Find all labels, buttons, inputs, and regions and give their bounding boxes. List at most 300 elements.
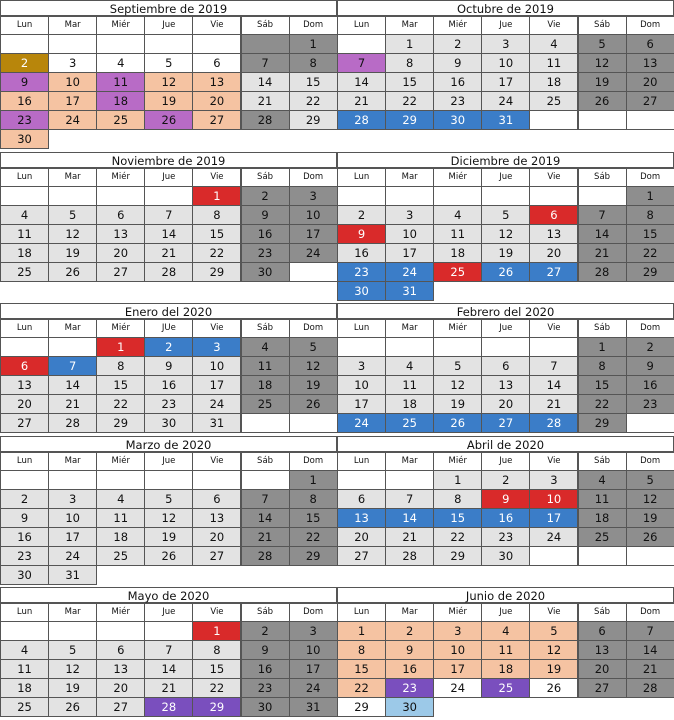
day-cell: 15 (385, 72, 434, 92)
weekday-header: Vie (192, 16, 241, 35)
day-cell: 6 (578, 621, 627, 641)
day-cell: 27 (192, 110, 241, 130)
day-cell: 27 (337, 546, 386, 566)
empty-cell (289, 262, 338, 282)
day-cell: 1 (433, 470, 482, 490)
day-cell: 1 (578, 337, 627, 357)
day-cell: 7 (385, 489, 434, 509)
day-cell: 28 (337, 110, 386, 130)
day-cell: 9 (626, 356, 674, 376)
day-cell: 5 (433, 356, 482, 376)
day-cell: 21 (144, 243, 193, 263)
day-cell: 7 (48, 356, 97, 376)
weekday-header: Miér (96, 452, 145, 471)
day-cell: 8 (289, 53, 338, 73)
day-cell: 3 (48, 53, 97, 73)
empty-cell (0, 34, 49, 54)
day-cell: 7 (578, 205, 627, 225)
weekday-header: Jue (481, 603, 530, 622)
empty-cell (241, 34, 290, 54)
day-cell: 6 (0, 356, 49, 376)
empty-cell (529, 186, 578, 206)
weekday-header: Dom (289, 452, 338, 471)
day-cell: 23 (0, 110, 49, 130)
day-cell: 22 (337, 678, 386, 698)
weekday-header: Miér (433, 16, 482, 35)
weekday-header: Lun (337, 452, 386, 471)
empty-cell (385, 337, 434, 357)
day-cell: 21 (578, 243, 627, 263)
day-cell: 15 (289, 508, 338, 528)
day-cell: 1 (289, 470, 338, 490)
day-cell: 28 (385, 546, 434, 566)
day-cell: 9 (481, 489, 530, 509)
day-cell: 21 (48, 394, 97, 414)
month-noviembre (0, 152, 337, 303)
day-cell: 4 (433, 205, 482, 225)
day-cell: 20 (578, 659, 627, 679)
day-cell: 30 (241, 697, 290, 717)
day-cell: 18 (0, 243, 49, 263)
day-cell: 26 (529, 678, 578, 698)
day-cell: 30 (241, 262, 290, 282)
day-cell: 24 (433, 678, 482, 698)
empty-cell (48, 337, 97, 357)
weekday-header: Dom (289, 168, 338, 187)
weekday-header: Jue (481, 319, 530, 338)
day-cell: 13 (0, 375, 49, 395)
day-cell: 18 (578, 508, 627, 528)
day-cell: 29 (192, 697, 241, 717)
day-cell: 4 (241, 337, 290, 357)
day-cell: 15 (626, 224, 674, 244)
day-cell: 14 (241, 508, 290, 528)
day-cell: 9 (385, 640, 434, 660)
weekday-header: Sáb (578, 16, 627, 35)
month-title: Junio de 2020 (337, 587, 674, 603)
month-octubre (337, 0, 674, 152)
day-cell: 11 (0, 659, 49, 679)
empty-cell (337, 34, 386, 54)
day-cell: 9 (241, 640, 290, 660)
day-cell: 29 (385, 110, 434, 130)
day-cell: 26 (48, 697, 97, 717)
empty-cell (96, 186, 145, 206)
day-cell: 15 (289, 72, 338, 92)
day-cell: 26 (433, 413, 482, 433)
day-cell: 5 (48, 640, 97, 660)
day-cell: 1 (192, 621, 241, 641)
day-cell: 13 (192, 72, 241, 92)
day-cell: 9 (433, 53, 482, 73)
day-cell: 3 (289, 621, 338, 641)
day-cell: 21 (385, 527, 434, 547)
day-cell: 20 (626, 72, 674, 92)
day-cell: 31 (481, 110, 530, 130)
day-cell: 26 (626, 527, 674, 547)
day-cell: 2 (144, 337, 193, 357)
month-title: Septiembre de 2019 (0, 0, 337, 16)
empty-cell (96, 34, 145, 54)
day-cell: 10 (433, 640, 482, 660)
empty-cell (48, 470, 97, 490)
day-cell: 8 (96, 356, 145, 376)
empty-cell (578, 110, 627, 130)
day-cell: 31 (192, 413, 241, 433)
weekday-header: Dom (626, 603, 674, 622)
empty-cell (578, 186, 627, 206)
month-febrero (337, 303, 674, 436)
day-cell: 22 (626, 243, 674, 263)
day-cell: 4 (96, 53, 145, 73)
day-cell: 19 (48, 243, 97, 263)
weekday-header: Vie (529, 16, 578, 35)
day-cell: 4 (96, 489, 145, 509)
day-cell: 25 (96, 546, 145, 566)
day-cell: 19 (144, 527, 193, 547)
day-cell: 13 (192, 508, 241, 528)
weekday-header: Vie (192, 452, 241, 471)
weekday-header: Dom (289, 603, 338, 622)
day-cell: 12 (578, 53, 627, 73)
day-cell: 8 (385, 53, 434, 73)
day-cell: 30 (337, 281, 386, 301)
day-cell: 6 (481, 356, 530, 376)
day-cell: 4 (0, 640, 49, 660)
day-cell: 27 (481, 413, 530, 433)
empty-cell (192, 470, 241, 490)
day-cell: 22 (192, 678, 241, 698)
day-cell: 11 (241, 356, 290, 376)
day-cell: 12 (48, 224, 97, 244)
day-cell: 4 (385, 356, 434, 376)
day-cell: 16 (385, 659, 434, 679)
day-cell: 31 (289, 697, 338, 717)
day-cell: 29 (289, 546, 338, 566)
day-cell: 17 (289, 659, 338, 679)
day-cell: 11 (433, 224, 482, 244)
day-cell: 19 (48, 678, 97, 698)
day-cell: 13 (96, 659, 145, 679)
day-cell: 30 (0, 129, 49, 149)
day-cell: 9 (337, 224, 386, 244)
day-cell: 2 (0, 489, 49, 509)
weekday-header: Vie (529, 452, 578, 471)
day-cell: 8 (626, 205, 674, 225)
weekday-header: Dom (626, 319, 674, 338)
weekday-header: JUe (144, 319, 193, 338)
day-cell: 13 (337, 508, 386, 528)
day-cell: 9 (241, 205, 290, 225)
day-cell: 27 (0, 413, 49, 433)
empty-cell (385, 470, 434, 490)
day-cell: 18 (96, 527, 145, 547)
month-title: Febrero del 2020 (337, 303, 674, 319)
month-title: Octubre de 2019 (337, 0, 674, 16)
month-title: Diciembre de 2019 (337, 152, 674, 168)
day-cell: 3 (192, 337, 241, 357)
day-cell: 12 (144, 72, 193, 92)
day-cell: 14 (578, 224, 627, 244)
day-cell: 8 (433, 489, 482, 509)
day-cell: 17 (337, 394, 386, 414)
day-cell: 27 (578, 678, 627, 698)
day-cell: 14 (626, 640, 674, 660)
day-cell: 14 (144, 659, 193, 679)
day-cell: 10 (289, 205, 338, 225)
day-cell: 20 (192, 527, 241, 547)
month-diciembre (337, 152, 674, 303)
weekday-header: Sáb (241, 452, 290, 471)
day-cell: 30 (144, 413, 193, 433)
day-cell: 18 (529, 72, 578, 92)
weekday-header: Lun (337, 168, 386, 187)
day-cell: 29 (192, 262, 241, 282)
day-cell: 13 (481, 375, 530, 395)
day-cell: 20 (192, 91, 241, 111)
day-cell: 25 (0, 262, 49, 282)
empty-cell (192, 34, 241, 54)
day-cell: 15 (433, 508, 482, 528)
day-cell: 20 (481, 394, 530, 414)
day-cell: 17 (48, 91, 97, 111)
empty-cell (0, 621, 49, 641)
day-cell: 14 (144, 224, 193, 244)
day-cell: 12 (289, 356, 338, 376)
day-cell: 18 (385, 394, 434, 414)
day-cell: 4 (529, 34, 578, 54)
day-cell: 2 (385, 621, 434, 641)
day-cell: 11 (385, 375, 434, 395)
weekday-header: Lun (0, 603, 49, 622)
day-cell: 9 (0, 72, 49, 92)
day-cell: 5 (529, 621, 578, 641)
day-cell: 29 (96, 413, 145, 433)
weekday-header: Lun (337, 603, 386, 622)
day-cell: 5 (144, 53, 193, 73)
day-cell: 22 (289, 91, 338, 111)
empty-cell (337, 470, 386, 490)
weekday-header: Miér (433, 168, 482, 187)
day-cell: 11 (96, 72, 145, 92)
empty-cell (96, 621, 145, 641)
month-mayo (0, 587, 337, 720)
day-cell: 7 (241, 53, 290, 73)
empty-cell (578, 546, 627, 566)
day-cell: 1 (192, 186, 241, 206)
day-cell: 19 (144, 91, 193, 111)
day-cell: 6 (337, 489, 386, 509)
day-cell: 25 (433, 262, 482, 282)
day-cell: 5 (144, 489, 193, 509)
day-cell: 23 (241, 243, 290, 263)
day-cell: 30 (385, 697, 434, 717)
weekday-header: Sáb (578, 319, 627, 338)
weekday-header: Jue (144, 16, 193, 35)
day-cell: 3 (48, 489, 97, 509)
empty-cell (144, 621, 193, 641)
day-cell: 28 (578, 262, 627, 282)
empty-cell (433, 186, 482, 206)
day-cell: 19 (529, 659, 578, 679)
empty-cell (481, 337, 530, 357)
empty-cell (289, 413, 338, 433)
empty-cell (241, 470, 290, 490)
weekday-header: Miér (96, 319, 145, 338)
day-cell: 23 (0, 546, 49, 566)
weekday-header: Mar (385, 168, 434, 187)
day-cell: 16 (0, 91, 49, 111)
day-cell: 31 (385, 281, 434, 301)
day-cell: 19 (481, 243, 530, 263)
weekday-header: Mar (385, 16, 434, 35)
empty-cell (241, 413, 290, 433)
day-cell: 2 (0, 53, 49, 73)
weekday-header: Jue (481, 16, 530, 35)
day-cell: 29 (337, 697, 386, 717)
day-cell: 1 (626, 186, 674, 206)
day-cell: 8 (192, 205, 241, 225)
day-cell: 25 (96, 110, 145, 130)
weekday-header: Vie (192, 319, 241, 338)
day-cell: 12 (626, 489, 674, 509)
weekday-header: Sáb (578, 168, 627, 187)
empty-cell (529, 337, 578, 357)
weekday-header: Mar (48, 603, 97, 622)
day-cell: 15 (578, 375, 627, 395)
day-cell: 3 (481, 34, 530, 54)
weekday-header: Lun (337, 319, 386, 338)
day-cell: 8 (337, 640, 386, 660)
empty-cell (433, 337, 482, 357)
day-cell: 17 (48, 527, 97, 547)
day-cell: 19 (289, 375, 338, 395)
month-title: Marzo de 2020 (0, 436, 337, 452)
weekday-header: Miér (433, 452, 482, 471)
weekday-header: Dom (626, 16, 674, 35)
month-title: Noviembre de 2019 (0, 152, 337, 168)
empty-cell (529, 546, 578, 566)
day-cell: 18 (433, 243, 482, 263)
day-cell: 27 (96, 697, 145, 717)
weekday-header: Jue (144, 452, 193, 471)
weekday-header: Jue (481, 452, 530, 471)
day-cell: 21 (144, 678, 193, 698)
day-cell: 21 (626, 659, 674, 679)
day-cell: 16 (337, 243, 386, 263)
day-cell: 20 (96, 678, 145, 698)
empty-cell (48, 186, 97, 206)
day-cell: 25 (578, 527, 627, 547)
weekday-header: Sáb (578, 603, 627, 622)
empty-cell (529, 110, 578, 130)
day-cell: 20 (0, 394, 49, 414)
day-cell: 22 (192, 243, 241, 263)
weekday-header: Mar (385, 452, 434, 471)
weekday-header: Sáb (241, 603, 290, 622)
weekday-header: Vie (192, 168, 241, 187)
weekday-header: Sáb (241, 168, 290, 187)
day-cell: 16 (241, 659, 290, 679)
day-cell: 20 (529, 243, 578, 263)
day-cell: 30 (481, 546, 530, 566)
weekday-header: Dom (289, 319, 338, 338)
day-cell: 10 (192, 356, 241, 376)
weekday-header: Dom (289, 16, 338, 35)
day-cell: 23 (144, 394, 193, 414)
day-cell: 24 (48, 546, 97, 566)
day-cell: 6 (626, 34, 674, 54)
day-cell: 10 (529, 489, 578, 509)
day-cell: 31 (48, 565, 97, 585)
day-cell: 27 (529, 262, 578, 282)
day-cell: 16 (481, 508, 530, 528)
day-cell: 28 (626, 678, 674, 698)
day-cell: 29 (289, 110, 338, 130)
month-title: Abril de 2020 (337, 436, 674, 452)
day-cell: 23 (626, 394, 674, 414)
weekday-header: Mar (48, 168, 97, 187)
empty-cell (626, 546, 674, 566)
day-cell: 12 (144, 508, 193, 528)
month-title: Enero del 2020 (0, 303, 337, 319)
day-cell: 26 (48, 262, 97, 282)
day-cell: 30 (0, 565, 49, 585)
weekday-header: Miér (96, 168, 145, 187)
day-cell: 28 (241, 110, 290, 130)
month-septiembre (0, 0, 337, 152)
day-cell: 9 (144, 356, 193, 376)
empty-cell (481, 186, 530, 206)
empty-cell (0, 337, 49, 357)
day-cell: 8 (289, 489, 338, 509)
weekday-header: Lun (0, 16, 49, 35)
day-cell: 27 (626, 91, 674, 111)
weekday-header: Miér (433, 319, 482, 338)
day-cell: 11 (96, 508, 145, 528)
day-cell: 28 (529, 413, 578, 433)
month-marzo (0, 436, 337, 587)
day-cell: 18 (96, 91, 145, 111)
weekday-header: Jue (144, 168, 193, 187)
day-cell: 10 (289, 640, 338, 660)
day-cell: 24 (529, 527, 578, 547)
day-cell: 11 (529, 53, 578, 73)
weekday-header: Lun (0, 168, 49, 187)
day-cell: 1 (337, 621, 386, 641)
day-cell: 18 (241, 375, 290, 395)
day-cell: 5 (578, 34, 627, 54)
month-abril (337, 436, 674, 587)
day-cell: 14 (385, 508, 434, 528)
day-cell: 1 (96, 337, 145, 357)
month-junio (337, 587, 674, 720)
day-cell: 16 (0, 527, 49, 547)
weekday-header: Sáb (241, 319, 290, 338)
weekday-header: Vie (529, 319, 578, 338)
day-cell: 24 (289, 243, 338, 263)
day-cell: 12 (433, 375, 482, 395)
day-cell: 11 (481, 640, 530, 660)
day-cell: 2 (481, 470, 530, 490)
empty-cell (337, 337, 386, 357)
day-cell: 26 (144, 110, 193, 130)
day-cell: 3 (385, 205, 434, 225)
weekday-header: Lun (337, 16, 386, 35)
day-cell: 23 (337, 262, 386, 282)
day-cell: 20 (337, 527, 386, 547)
day-cell: 13 (529, 224, 578, 244)
